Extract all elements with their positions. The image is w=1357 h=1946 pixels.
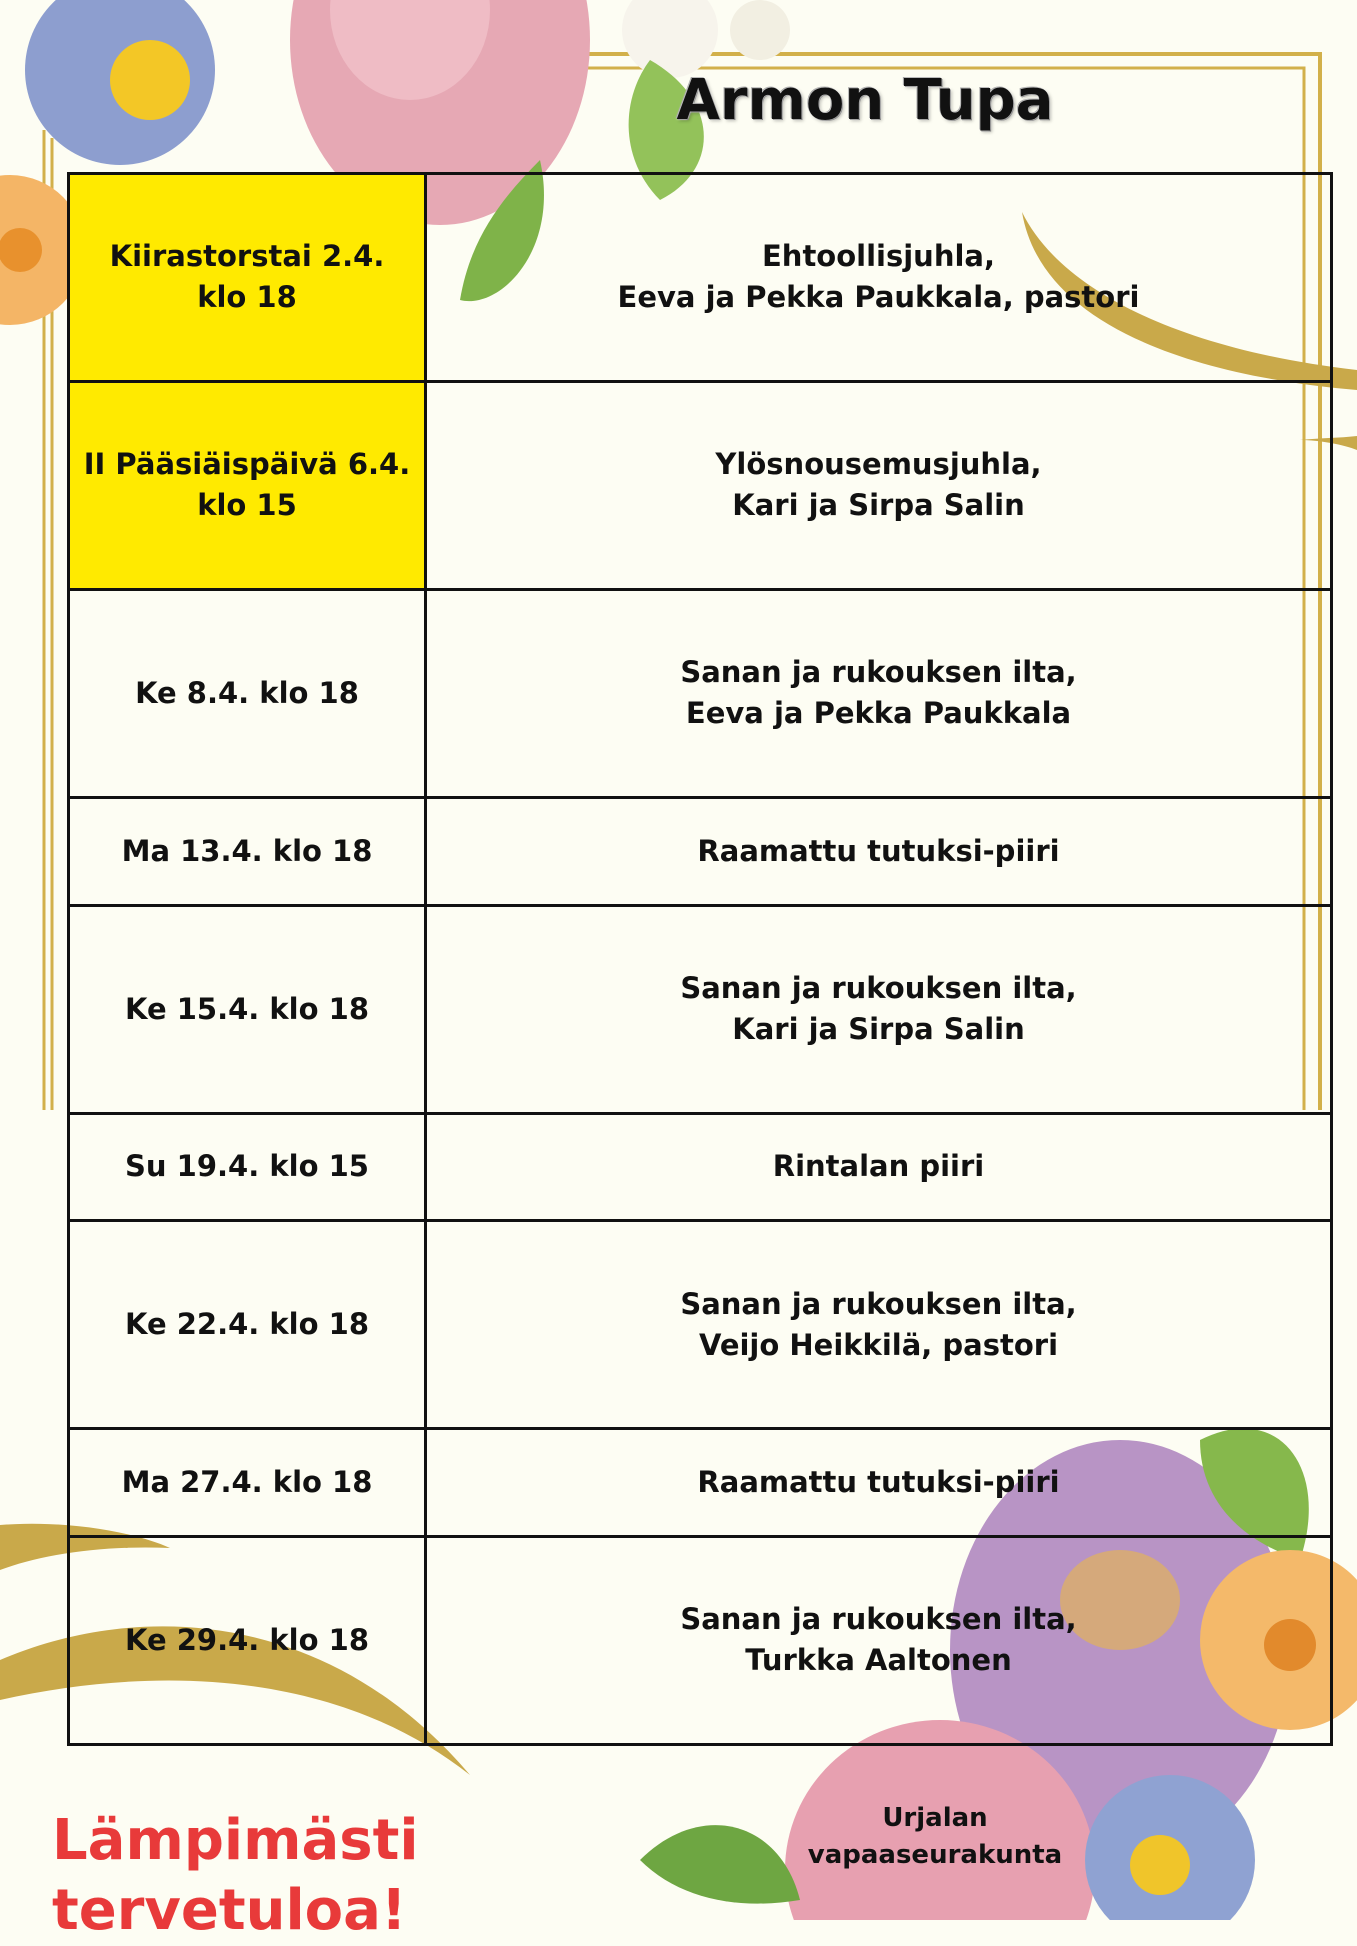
event-description-line: Raamattu tutuksi-piiri: [697, 1465, 1060, 1500]
organization-line-1: Urjalan: [882, 1803, 988, 1833]
schedule-body: [69, 174, 1332, 1745]
schedule-row: [69, 797, 1332, 905]
schedule-row: [69, 1113, 1332, 1221]
schedule-row: [69, 1221, 1332, 1429]
event-description: [426, 905, 1332, 1113]
event-description: [426, 1429, 1332, 1537]
event-description-line: Raamattu tutuksi-piiri: [697, 833, 1060, 868]
event-time: [69, 174, 426, 382]
event-description-line: Rintalan piiri: [772, 1149, 985, 1184]
event-description: [426, 589, 1332, 797]
event-description: [426, 1113, 1332, 1221]
event-time-line: Ma 13.4. klo 18: [121, 833, 373, 868]
page-title: Armon Tupa: [676, 68, 1054, 133]
event-description: [426, 1536, 1332, 1744]
event-time: [69, 1113, 426, 1221]
event-time-line: Ke 22.4. klo 18: [125, 1307, 369, 1342]
event-description-line: Kari ja Sirpa Salin: [732, 488, 1025, 523]
event-description-line: Sanan ja rukouksen ilta,: [680, 1602, 1077, 1637]
event-description-line: Sanan ja rukouksen ilta,: [680, 1286, 1077, 1321]
event-description-line: Sanan ja rukouksen ilta,: [680, 971, 1077, 1006]
event-time-line: klo 18: [197, 280, 297, 315]
event-description-line: Ehtoollisjuhla,: [761, 239, 995, 274]
event-time-line: Su 19.4. klo 15: [125, 1149, 369, 1184]
event-description: [426, 1221, 1332, 1429]
event-time-line: klo 15: [197, 488, 297, 523]
schedule-row: [69, 589, 1332, 797]
event-time: [69, 905, 426, 1113]
event-description-line: Ylösnousemusjuhla,: [715, 447, 1042, 482]
event-time: [69, 589, 426, 797]
event-time: [69, 1536, 426, 1744]
event-time-line: Ke 29.4. klo 18: [125, 1622, 369, 1657]
event-time: [69, 797, 426, 905]
event-description-line: Turkka Aaltonen: [745, 1643, 1012, 1678]
event-description-line: Sanan ja rukouksen ilta,: [680, 655, 1077, 690]
schedule-table: [67, 172, 1333, 1746]
event-time: [69, 381, 426, 589]
event-time-line: II Pääsiäispäivä 6.4.: [83, 447, 411, 482]
organization-line-2: vapaaseurakunta: [807, 1840, 1063, 1870]
organization-name: [790, 1800, 1080, 1880]
event-description-line: Eeva ja Pekka Paukkala, pastori: [617, 280, 1140, 315]
event-description: [426, 797, 1332, 905]
schedule-row: [69, 381, 1332, 589]
schedule-row: [69, 1536, 1332, 1744]
event-time: [69, 1429, 426, 1537]
schedule-row: [69, 1429, 1332, 1537]
event-description-line: Kari ja Sirpa Salin: [732, 1012, 1025, 1047]
event-description: [426, 381, 1332, 589]
welcome-text: Lämpimästi tervetuloa!: [52, 1808, 419, 1943]
event-time: [69, 1221, 426, 1429]
event-description: [426, 174, 1332, 382]
schedule-row: [69, 905, 1332, 1113]
event-time-line: Ma 27.4. klo 18: [121, 1465, 373, 1500]
event-time-line: Ke 8.4. klo 18: [135, 675, 359, 710]
event-time-line: Kiirastorstai 2.4.: [109, 239, 385, 274]
schedule-row: [69, 174, 1332, 382]
event-description-line: Veijo Heikkilä, pastori: [698, 1327, 1059, 1362]
event-description-line: Eeva ja Pekka Paukkala: [685, 696, 1072, 731]
event-time-line: Ke 15.4. klo 18: [125, 991, 369, 1026]
